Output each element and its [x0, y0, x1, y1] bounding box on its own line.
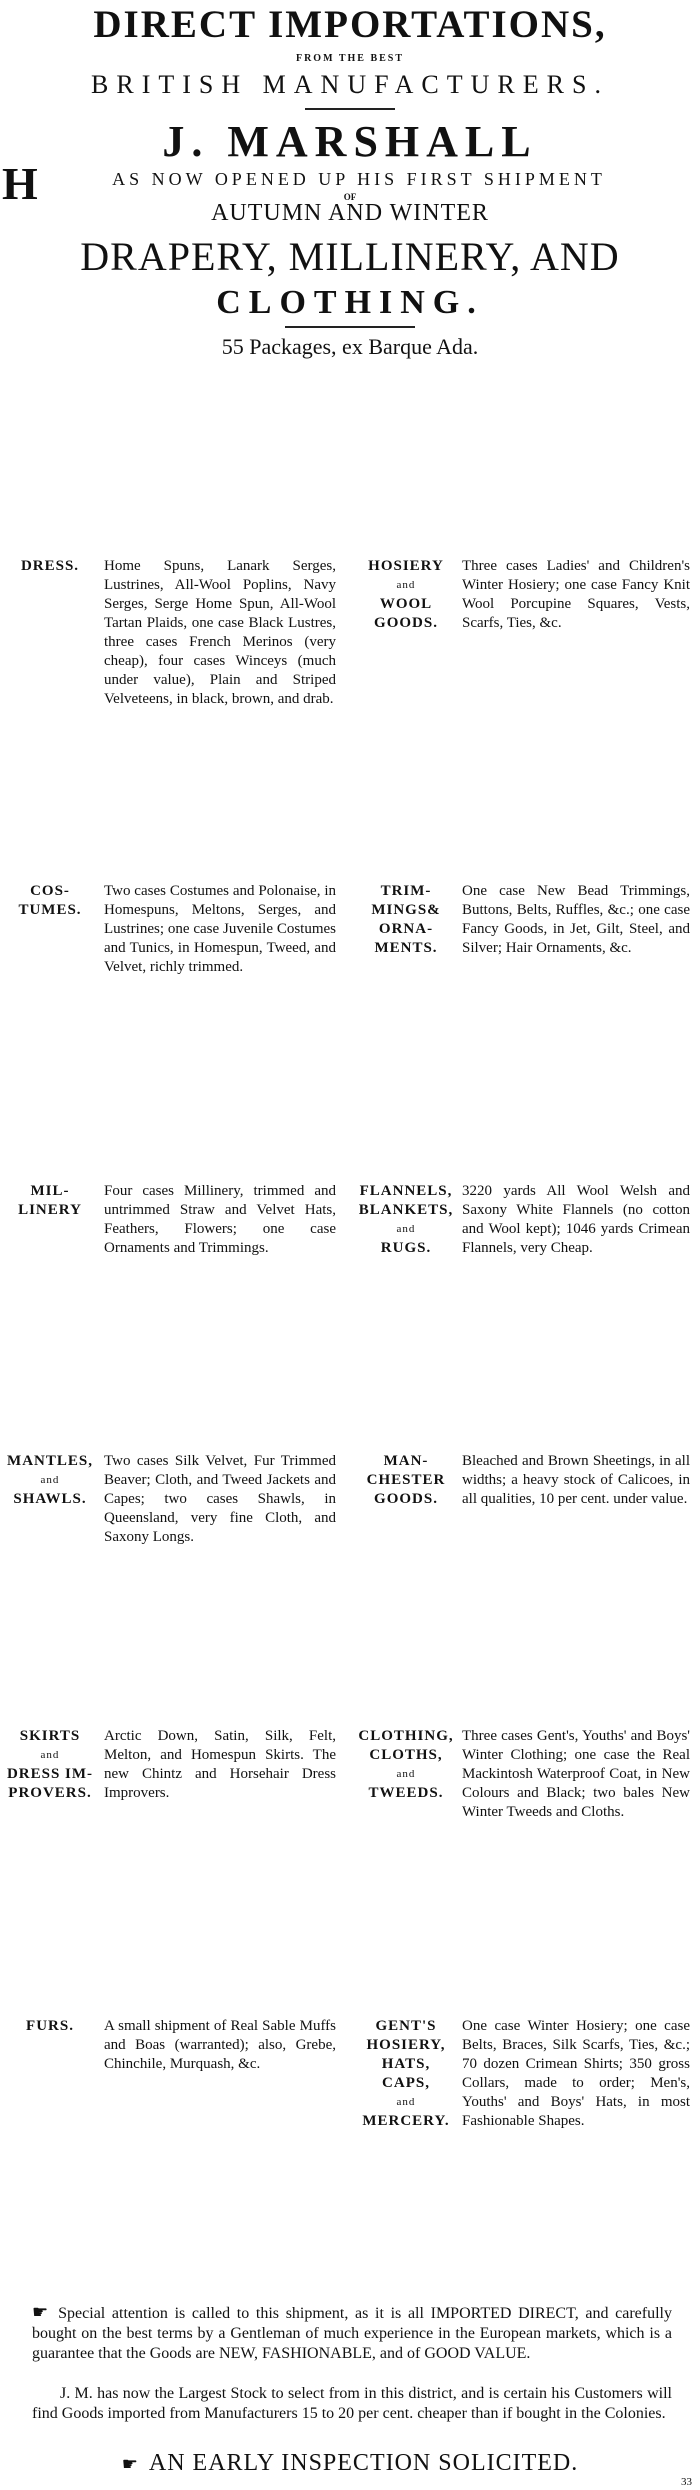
category-line: SKIRTS: [19, 1728, 81, 1744]
category-line: and: [396, 579, 416, 591]
category-description: One case New Bead Trimmings, Buttons, Belts, Ruffles, &c.; one case Fancy Goods, in Jet, Gilt, Steel, and Silver; Hair Ornaments, &c.: [462, 883, 690, 956]
category-label: [2, 1182, 98, 1220]
category-line: FURS.: [26, 2018, 74, 2034]
category-line: MANTLES,: [7, 1453, 93, 1469]
category-label: [354, 882, 458, 958]
category-line: TWEEDS.: [368, 1785, 444, 1801]
page-number: 33: [681, 2476, 692, 2488]
pointing-hand-icon: ☛: [121, 2454, 139, 2474]
category-line: LINERY: [18, 1202, 82, 1218]
category-line: and: [40, 1749, 60, 1761]
season-line: AUTUMN AND WINTER: [211, 200, 489, 226]
category-line: DRESS.: [20, 558, 80, 574]
category-line: SHAWLS.: [13, 1491, 87, 1507]
category-line: BLANKETS,: [358, 1202, 454, 1218]
category-line: CLOTHS,: [369, 1747, 443, 1763]
category-description: Four cases Millinery, trimmed and untrimmed Straw and Velvet Hats, Feathers, Flowers; one case Ornaments and Trimmings.: [104, 1183, 336, 1256]
category-label: [354, 1182, 458, 1258]
category-line: HATS,: [381, 2056, 431, 2072]
category-line: and: [40, 1474, 60, 1486]
category-line: MIL-: [30, 1183, 70, 1199]
category-description: Two cases Silk Velvet, Fur Trimmed Beaver; Cloth, and Tweed Jackets and Capes; two cases Shawls, in Queensland, very fine Cloth, and Saxony Longs.: [104, 1453, 336, 1545]
masthead: [0, 2, 700, 360]
category-description: Three cases Ladies' and Children's Winter Hosiery; one case Fancy Knit Wool Porcupine Squares, Vests, Scarfs, Ties, &c.: [462, 558, 690, 631]
category-line: CLOTHING,: [358, 1728, 454, 1744]
category-line: DRESS IM-: [6, 1766, 94, 1782]
divider: [305, 108, 395, 110]
subheadline: FROM THE BEST: [295, 53, 405, 64]
category-label: [2, 557, 98, 576]
inspection-line: [0, 2450, 700, 2477]
category-line: HOSIERY: [368, 558, 444, 574]
announcement-text: AS NOW OPENED UP HIS FIRST SHIPMENT: [112, 169, 606, 189]
advertisement: [0, 2, 700, 2488]
category-description: Two cases Costumes and Polonaise, in Homespuns, Meltons, Serges, and Lustrines; one case Juvenile Costumes and Tunics, in Homespun, Tweed, and Velvet, richly trimmed.: [104, 883, 336, 975]
category-line: TRIM-: [380, 883, 432, 899]
category-line: MENTS.: [374, 940, 438, 956]
category-line: MAN-: [383, 1453, 429, 1469]
category-line: COS-: [30, 883, 70, 899]
category-description: Bleached and Brown Sheetings, in all widths; a heavy stock of Calicoes, in all qualities, 10 per cent. under value.: [462, 1453, 690, 1507]
category-line: MERCERY.: [362, 2113, 450, 2129]
category-description: Three cases Gent's, Youths' and Boys' Winter Clothing; one case the Real Mackintosh Waterproof Coat, in New Colours and Black; two bales New Winter Tweeds and Cloths.: [462, 1728, 690, 1820]
category-line: HOSIERY,: [366, 2037, 446, 2053]
packages-line: 55 Packages, ex Barque Ada.: [221, 334, 479, 359]
category-label: [2, 2017, 98, 2036]
drop-cap: H: [2, 158, 42, 209]
category-label: [354, 557, 458, 633]
category-line: WOOL: [379, 596, 433, 612]
category-description: One case Winter Hosiery; one case Belts, Braces, Silk Scarfs, Ties, &c.; 70 dozen Crimean Shirts; 350 gross Collars, made to order; Men's, Youths' and Boys' Hats, in most Fashionable Shapes.: [462, 2018, 690, 2129]
category-description: A small shipment of Real Sable Muffs and Boas (warranted); also, Grebe, Chinchile, Murquash, &c.: [104, 2018, 336, 2072]
manufacturers-line: BRITISH MANUFACTURERS.: [91, 70, 609, 99]
category-line: GENT'S: [375, 2018, 437, 2034]
category-line: PROVERS.: [8, 1785, 92, 1801]
notice-paragraph: [32, 2302, 672, 2364]
category-label: [354, 1727, 458, 1803]
goods-line: DRAPERY, MILLINERY, AND: [80, 234, 620, 279]
clothing-line: CLOTHING.: [216, 284, 484, 321]
notice-text: Special attention is called to this shipment, as it is all IMPORTED DIRECT, and carefully bought on the best terms by a Gentleman of much experience in the European markets, which is a guarantee that the Goods are NEW, FASHIONABLE, and of GOOD VALUE.: [32, 2305, 672, 2362]
category-line: FLANNELS,: [359, 1183, 453, 1199]
category-line: CAPS,: [382, 2075, 430, 2091]
category-line: and: [396, 1768, 416, 1780]
stock-paragraph: J. M. has now the Largest Stock to select from in this district, and is certain his Customers will find Goods imported from Manufacturers 15 to 20 per cent. cheaper than if bought in the Colonies.: [32, 2385, 672, 2422]
category-line: RUGS.: [380, 1240, 432, 1256]
category-label: [354, 2017, 458, 2131]
category-description: 3220 yards All Wool Welsh and Saxony White Flannels (no cotton and Wool kept); 1046 yards Crimean Flannels, very Cheap.: [462, 1183, 690, 1256]
category-label: [2, 1452, 98, 1509]
of-label: OF: [343, 192, 357, 202]
pointing-hand-icon: ☛: [32, 2302, 49, 2322]
headline: DIRECT IMPORTATIONS,: [93, 3, 607, 46]
category-description: Arctic Down, Satin, Silk, Felt, Melton, and Homespun Skirts. The new Chintz and Horsehair Dress Improvers.: [104, 1728, 336, 1801]
category-line: and: [396, 1223, 416, 1235]
category-label: [2, 882, 98, 920]
category-line: CHESTER: [366, 1472, 446, 1488]
category-description: Home Spuns, Lanark Serges, Lustrines, All-Wool Poplins, Navy Serges, Serge Home Spun, All-Wool Tartan Plaids, one case Black Lustres, three cases French Merinos (very cheap), four cases Winceys (much under value), Plain and Striped Velveteens, in black, brown, and drab.: [104, 558, 336, 707]
category-line: and: [396, 2096, 416, 2108]
category-line: GOODS.: [374, 1491, 438, 1507]
category-line: MINGS&: [371, 902, 441, 918]
category-line: TUMES.: [18, 902, 82, 918]
inspection-text: AN EARLY INSPECTION SOLICITED.: [148, 2450, 579, 2476]
category-line: GOODS.: [374, 615, 438, 631]
category-label: [354, 1452, 458, 1509]
category-label: [2, 1727, 98, 1803]
divider-2: [285, 326, 415, 328]
category-line: ORNA-: [378, 921, 434, 937]
merchant-name: J. MARSHALL: [162, 117, 538, 166]
